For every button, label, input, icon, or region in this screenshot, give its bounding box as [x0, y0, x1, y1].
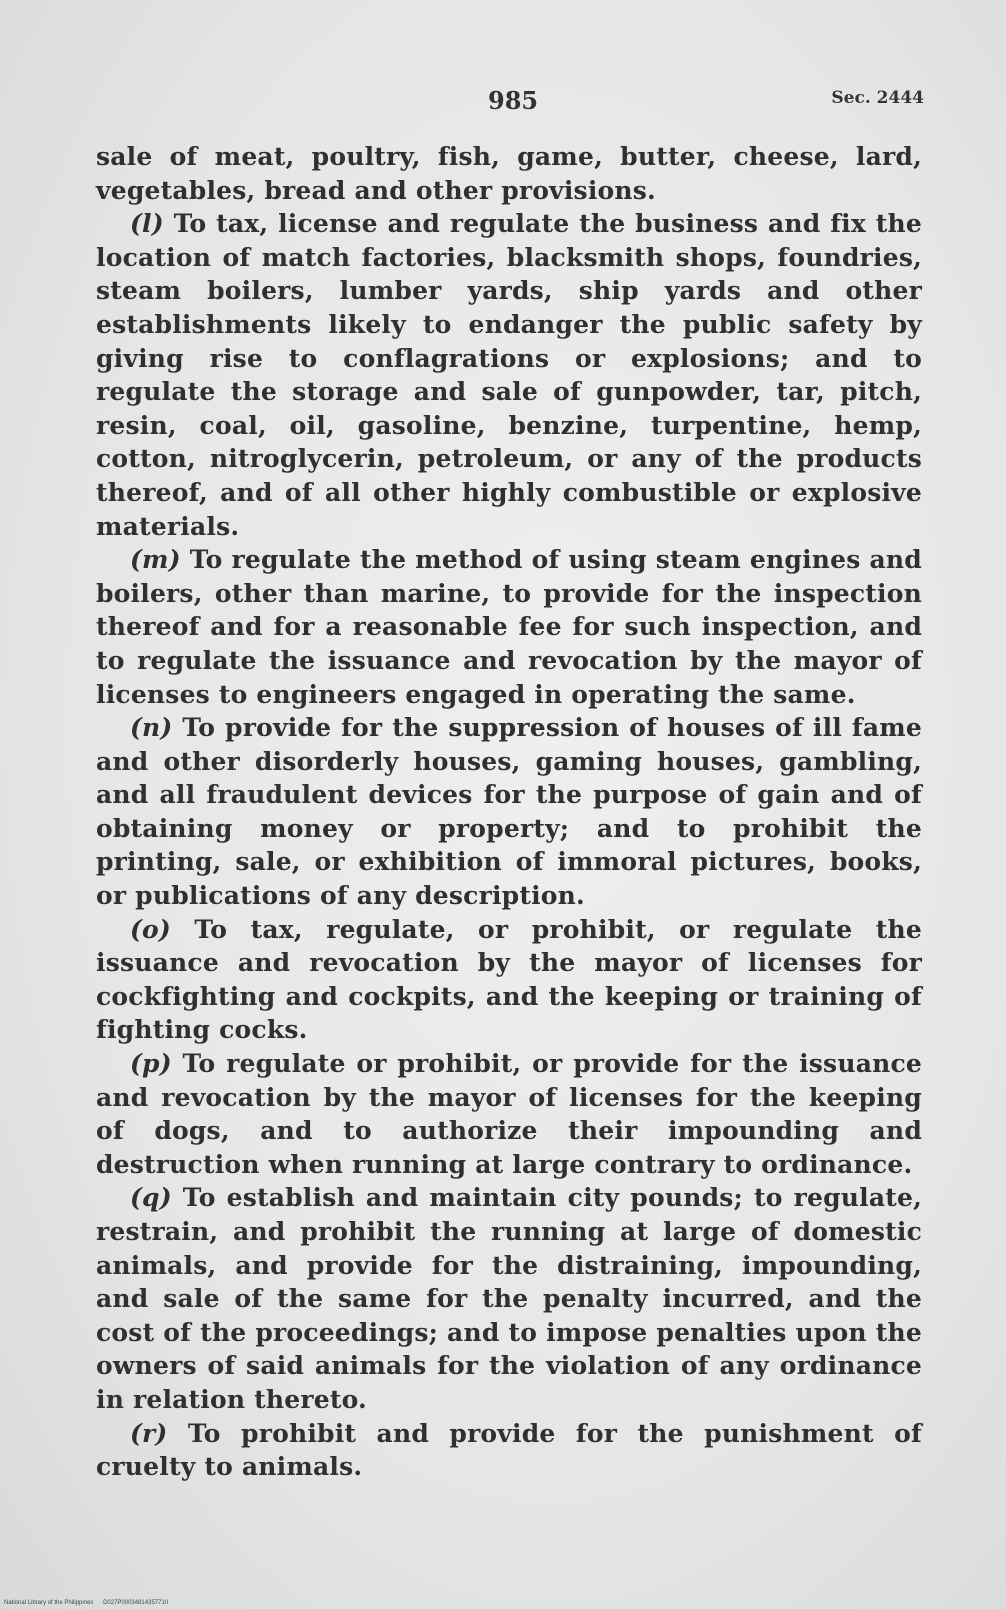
library-credit: National Library of the Philippines	[4, 1600, 94, 1606]
paragraph-n	[96, 711, 922, 913]
page-number: 985	[488, 86, 539, 115]
item-text: To provide for the suppression of houses of ill fame and other disorderly houses, gaming houses, gambling, and all fraudulent devices for the purpose of gain and of obtaining money or property; and to prohibit the printing, sale, or exhibition of immoral pictures, books, or publications of any description.	[96, 713, 922, 911]
item-text: To tax, license and regulate the business and fix the location of match factories, blacksmith shops, foundries, steam boilers, lumber yards, ship yards and other establishments likely to endanger the public safety by giving rise to conflagrations or explosions; and to regulate the storage and sale of gunpowder, tar, pitch, resin, coal, oil, gasoline, benzine, turpentine, hemp, cotton, nitroglycerin, petroleum, or any of the products thereof, and of all other highly combustible or explosive materials.	[96, 209, 922, 541]
item-label: (o)	[130, 914, 171, 944]
item-text: To prohibit and provide for the punishment of cruelty to animals.	[96, 1418, 922, 1482]
scan-footer	[4, 1600, 168, 1606]
item-label: (r)	[130, 1418, 168, 1448]
page-header	[96, 86, 924, 120]
paragraph-p	[96, 1047, 922, 1181]
paragraph-m	[96, 543, 922, 711]
intro-paragraph: sale of meat, poultry, fish, game, butter, cheese, lard, vegetables, bread and other provisions.	[96, 142, 922, 205]
item-label: (q)	[130, 1183, 172, 1213]
item-label: (p)	[130, 1049, 172, 1079]
paragraph-r	[96, 1417, 922, 1484]
item-label: (l)	[130, 209, 164, 239]
item-label: (m)	[130, 545, 181, 575]
body-text	[96, 140, 922, 1484]
item-text: To regulate the method of using steam engines and boilers, other than marine, to provide for the inspection thereof and for a reasonable fee for such inspection, and to regulate the issuance and revocation by the mayor of licenses to engineers engaged in operating the same.	[96, 545, 922, 709]
paragraph-l	[96, 207, 922, 543]
item-label: (n)	[130, 713, 173, 743]
item-text: To establish and maintain city pounds; to regulate, restrain, and prohibit the running at large of domestic animals, and provide for the distraining, impounding, and sale of the same for the penalty incurred, and the cost of the proceedings; and to impose penalties upon the owners of said animals for the violation of any ordinance in relation thereto.	[96, 1183, 922, 1414]
paragraph-o	[96, 913, 922, 1047]
paragraph-q	[96, 1181, 922, 1416]
section-reference: Sec. 2444	[831, 88, 924, 108]
item-text: To tax, regulate, or prohibit, or regulate the issuance and revocation by the mayor of licenses for cockfighting and cockpits, and the keeping or training of fighting cocks.	[96, 914, 922, 1045]
item-text: To regulate or prohibit, or provide for the issuance and revocation by the mayor of licenses for the keeping of dogs, and to authorize their impounding and destruction when running at large contrary to ordinance.	[96, 1049, 922, 1179]
scan-code: D027P0003481435771II	[103, 1600, 169, 1606]
